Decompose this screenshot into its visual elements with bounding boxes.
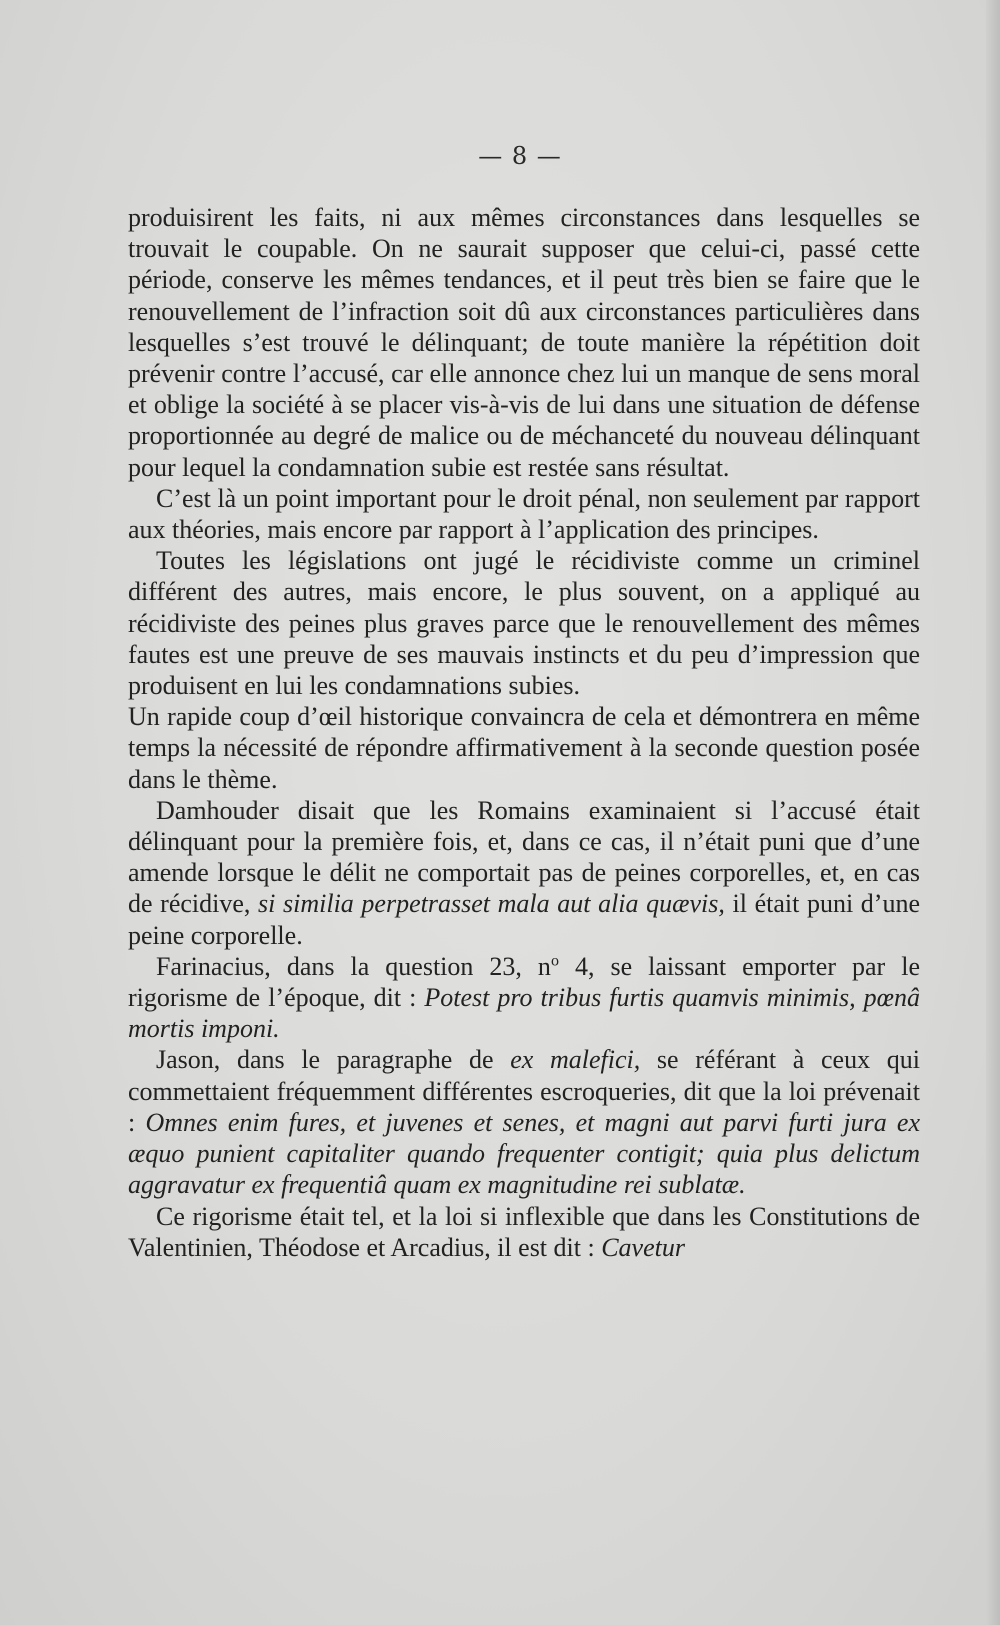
paragraph-2: C’est là un point important pour le droit pénal, non seulement par rapport aux théories, mais encore par rapport à l’application des principes. xyxy=(128,483,920,545)
paragraph-5 xyxy=(128,795,920,951)
page-edge xyxy=(986,0,1000,1625)
paragraph-6-latin-quote: Potest pro tribus furtis quamvis minimis, pœnâ mortis imponi. xyxy=(128,983,920,1044)
body-text xyxy=(128,202,920,1263)
paragraph-7-latin-quote: Omnes enim fures, et juvenes et senes, et magni aut parvi furti jura ex æquo punient capitaliter quando frequenter contigit; quia plus delictum aggravatur ex frequentiâ quam ex magnitudine rei sublatæ. xyxy=(128,1107,920,1200)
paragraph-4: Un rapide coup d’œil historique convaincra de cela et démontrera en même temps la nécessité de répondre affirmativement à la seconde question posée dans le thème. xyxy=(128,702,920,794)
page-number: — 8 — xyxy=(478,142,562,170)
number-superscript: o xyxy=(550,952,559,970)
paragraph-3: Toutes les législations ont jugé le récidiviste comme un criminel différent des autres, mais encore, le plus souvent, on a appliqué au récidiviste des peines plus graves parce que le renouvellement des mêmes fautes est une preuve de ses mauvais instincts et du peu d’impression que produisent en lui les condamnations subies. xyxy=(128,546,920,701)
paragraph-5-latin-quote: si similia perpetrasset mala aut alia quævis, xyxy=(258,889,725,919)
paragraph-8-text: Ce rigorisme était tel, et la loi si inflexible que dans les Constitutions de Valentinien, Théodose et Arcadius, il est dit : xyxy=(128,1201,920,1262)
paragraph-5-text: Damhouder disait que les Romains examinaient si l’accusé était délinquant pour la première fois, et, dans ce cas, il n’était puni que d’une amende lorsque le délit ne comportait pas de peines corporelles, et, en cas de récidive, xyxy=(128,795,920,919)
paragraph-7 xyxy=(128,1044,920,1200)
paragraph-7-text-mid: se référant à ceux qui commettaient fréquemment différentes escroqueries, dit que la loi prévenait : xyxy=(128,1045,920,1137)
paragraph-7-latin-term: ex malefici, xyxy=(510,1045,641,1075)
paragraph-1: produisirent les faits, ni aux mêmes circonstances dans lesquelles se trouvait le coupable. On ne saurait supposer que celui-ci, passé cette période, conserve les mêmes tendances, et il peut très bien se faire que le renouvellement de l’infraction soit dû aux circonstances particulières dans lesquelles s’est trouvé le délinquant; de toute manière la répétition doit prévenir contre l’accusé, car elle annonce chez lui un manque de sens moral et oblige la société à se placer vis-à-vis de lui dans une situation de défense proportionnée au degré de malice ou de méchanceté du nouveau délinquant pour lequel la condamnation subie est restée sans résultat. xyxy=(128,203,920,482)
paragraph-5-text-end: il était puni d’une peine corporelle. xyxy=(128,889,921,950)
paragraph-7-text: Jason, dans le paragraphe de xyxy=(156,1045,511,1075)
paragraph-6 xyxy=(128,951,920,1045)
paragraph-6-text: Farinacius, dans la question 23, n xyxy=(156,951,551,981)
paragraph-8 xyxy=(128,1201,920,1263)
paragraph-8-latin-word: Cavetur xyxy=(601,1232,685,1262)
paragraph-6-text-mid: 4, se laissant emporter par le rigorisme de l’époque, dit : xyxy=(128,951,920,1013)
